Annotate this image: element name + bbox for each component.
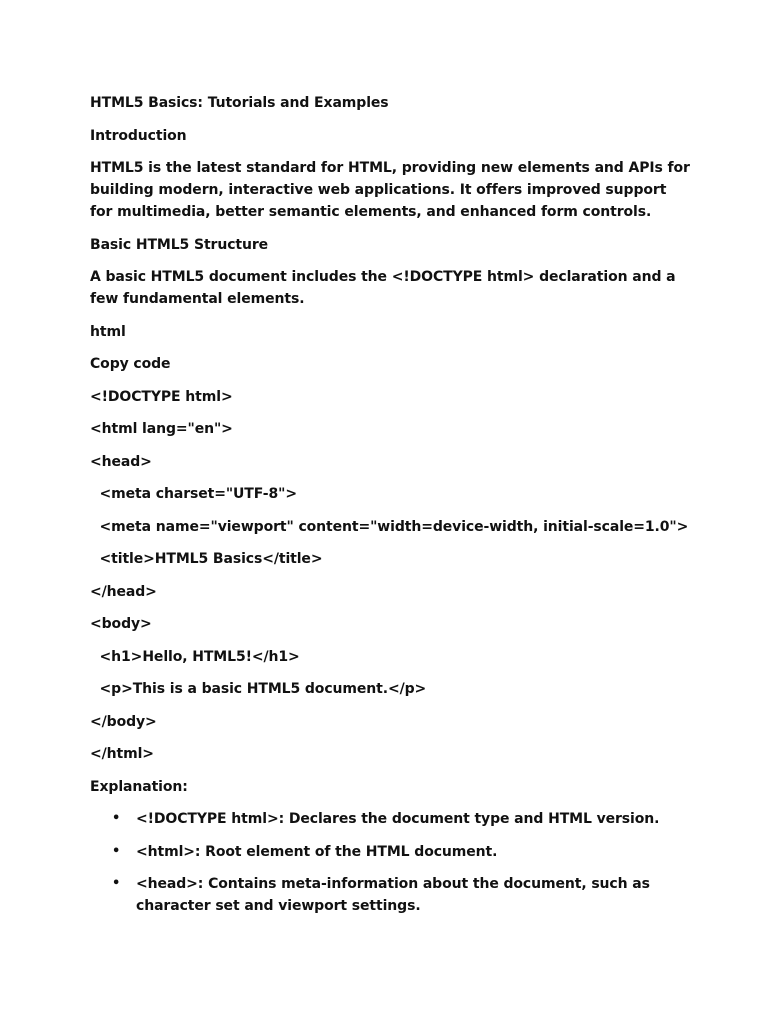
code-line: <h1>Hello, HTML5!</h1>	[90, 648, 300, 665]
bullet-icon: •	[112, 876, 121, 891]
structure-heading: Basic HTML5 Structure	[90, 236, 269, 253]
intro-heading: Introduction	[90, 127, 187, 144]
code-line: </body>	[90, 713, 157, 730]
code-line: <meta name="viewport" content="width=device-width, initial-scale=1.0">	[90, 518, 689, 535]
copy-code-button[interactable]: Copy code	[90, 356, 171, 372]
structure-paragraph: A basic HTML5 document includes the <!DOCTYPE html> declaration and a few fundamental elements.	[90, 269, 681, 307]
code-line: <p>This is a basic HTML5 document.</p>	[90, 681, 427, 697]
code-line: <title>HTML5 Basics</title>	[90, 551, 323, 567]
explanation-list	[90, 808, 690, 917]
code-line: <head>	[90, 453, 152, 470]
bullet-icon: •	[112, 811, 121, 826]
code-line: </head>	[90, 583, 157, 600]
code-line: <!DOCTYPE html>	[90, 388, 233, 405]
explanation-heading: Explanation:	[90, 778, 188, 795]
code-line: </html>	[90, 746, 154, 762]
code-line: <body>	[90, 616, 152, 632]
list-item-text: <html>: Root element of the HTML document.	[136, 843, 498, 860]
bullet-icon: •	[112, 843, 121, 859]
list-item-text: <head>: Contains meta-information about the document, such as character set and viewport settings.	[136, 876, 650, 914]
code-line: <meta charset="UTF-8">	[90, 486, 297, 502]
code-line: <html lang="en">	[90, 421, 233, 437]
document-page	[90, 92, 695, 928]
code-language-label: html	[90, 323, 126, 340]
list-item-text: <!DOCTYPE html>: Declares the document type and HTML version.	[136, 811, 660, 827]
document-title: HTML5 Basics: Tutorials and Examples	[90, 95, 389, 111]
code-block	[90, 386, 690, 766]
list-item	[90, 808, 690, 830]
list-item	[90, 873, 690, 917]
intro-paragraph: HTML5 is the latest standard for HTML, providing new elements and APIs for building modern, interactive web applications. It offers improved support for multimedia, better semantic elements, and enhanced form controls.	[90, 160, 695, 220]
list-item	[90, 841, 690, 863]
